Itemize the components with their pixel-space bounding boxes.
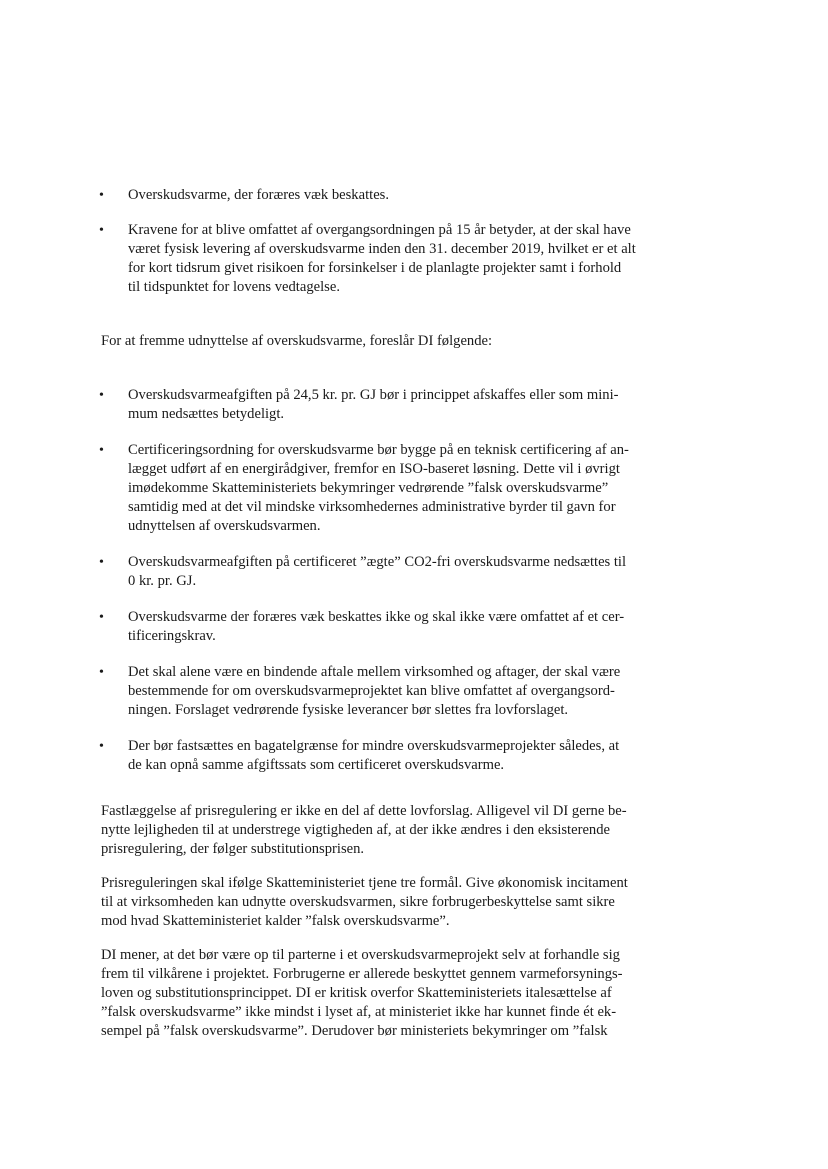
bullet-list-1	[96, 186, 686, 297]
list-item	[96, 737, 686, 775]
list-item	[96, 553, 686, 591]
list-item-text: Certificeringsordning for overskudsvarme bør bygge på en teknisk certificering af an- lægget udført af en energirådgiver, fremfor en ISO-baseret løsning. Dette vil i øvrigt imødekomme Skatteministeriets bekymringer vedrørende ”falsk overskudsvarme” samtidig med at det vil mindske virksomhedernes administrative byrder til gavn for udnyttelsen af overskudsvarmen.	[128, 442, 629, 534]
bullet-icon: •	[99, 739, 104, 754]
bullet-icon: •	[99, 388, 104, 403]
list-item	[96, 608, 686, 646]
list-item-text: Overskudsvarme, der foræres væk beskattes.	[128, 187, 389, 203]
bullet-icon: •	[99, 188, 104, 203]
list-item-text: Det skal alene være en bindende aftale mellem virksomhed og aftager, der skal være bestemmende for om overskudsvarmeprojektet kan blive omfattet af overgangsord- ningen. Forslaget vedrørende fysiske leverancer bør slettes fra lovforslaget.	[128, 664, 621, 718]
list-item-text: Overskudsvarme der foræres væk beskattes ikke og skal ikke være omfattet af et cer- tificeringskrav.	[128, 609, 625, 644]
bullet-icon: •	[99, 610, 104, 625]
bullet-icon: •	[99, 555, 104, 570]
list-item-text: Der bør fastsættes en bagatelgrænse for mindre overskudsvarmeprojekter således, at de kan opnå samme afgiftssats som certificeret overskudsvarme.	[128, 738, 620, 773]
bullet-icon: •	[99, 443, 104, 458]
body-paragraph: DI mener, at det bør være op til parterne i et overskudsvarmeprojekt selv at forhandle sig frem til vilkårene i projektet. Forbrugerne er allerede beskyttet gennem varmeforsynings- loven og substitutionsprincippet. DI er kritisk overfor Skatteministeriets italesættelse af ”falsk overskudsvarme” ikke mindst i lyset af, at ministeriet ikke har kunnet finde ét ek- sempel på ”falsk overskudsvarme”. Derudover bør ministeriets bekymringer om ”falsk	[101, 947, 623, 1039]
intro-paragraph: For at fremme udnyttelse af overskudsvarme, foreslår DI følgende:	[101, 333, 493, 349]
list-item	[96, 221, 686, 297]
body-paragraph: Fastlæggelse af prisregulering er ikke en del af dette lovforslag. Alligevel vil DI gerne be- nytte lejligheden til at understrege vigtigheden af, at der ikke ændres i den eksisterende prisregulering, der følger substitutionsprisen.	[101, 803, 627, 857]
bullet-icon: •	[99, 223, 104, 238]
bullet-list-2	[96, 386, 686, 775]
bullet-icon: •	[99, 665, 104, 680]
list-item	[96, 386, 686, 424]
list-item	[96, 441, 686, 536]
list-item-text: Kravene for at blive omfattet af overgangsordningen på 15 år betyder, at der skal have været fysisk levering af overskudsvarme inden den 31. december 2019, hvilket er et alt for kort tidsrum givet risikoen for forsinkelser i de planlagte projekter samt i forhold til tidspunktet for lovens vedtagelse.	[128, 222, 636, 295]
list-item	[96, 663, 686, 720]
list-item-text: Overskudsvarmeafgiften på certificeret ”ægte” CO2-fri overskudsvarme nedsættes til 0 kr. pr. GJ.	[128, 554, 627, 589]
list-item	[96, 186, 686, 205]
body-paragraph: Prisreguleringen skal ifølge Skatteministeriet tjene tre formål. Give økonomisk incitament til at virksomheden kan udnytte overskudsvarmen, sikre forbrugerbeskyttelse samt sikre mod hvad Skatteministeriet kalder ”falsk overskudsvarme”.	[101, 875, 628, 929]
list-item-text: Overskudsvarmeafgiften på 24,5 kr. pr. GJ bør i princippet afskaffes eller som mini- mum nedsættes betydeligt.	[128, 387, 619, 422]
